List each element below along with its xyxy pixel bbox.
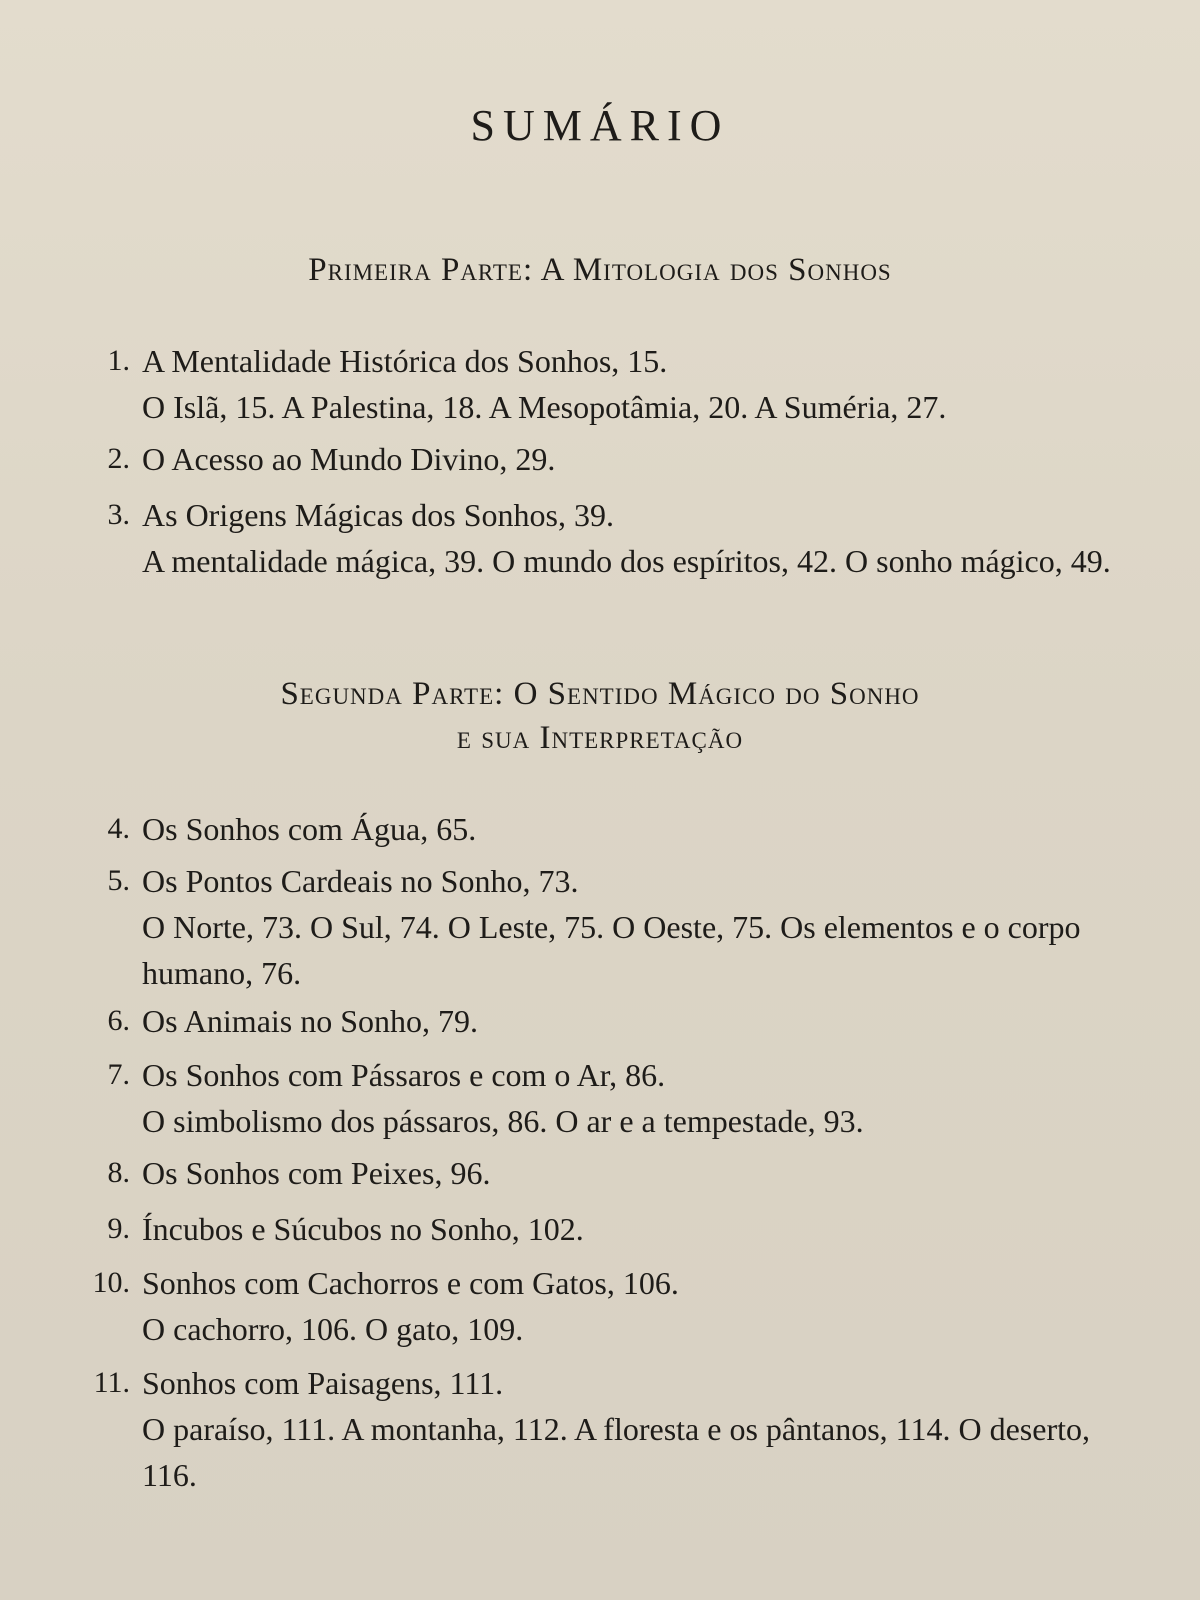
entry-number: 8. [107,1156,130,1189]
entry-heading: O Acesso ao Mundo Divino, 29. [142,441,556,477]
entry-number: 7. [107,1058,130,1091]
entry-number: 5. [107,864,130,897]
entry-heading: Os Sonhos com Pássaros e com o Ar, 86. [142,1057,666,1093]
entry-body [142,436,1152,482]
entry-body [142,1260,1152,1352]
entry-heading: Íncubos e Súcubos no Sonho, 102. [142,1211,584,1247]
entry-subtopics: O simbolismo dos pássaros, 86. O ar e a tempestade, 93. [142,1103,864,1139]
entry-subtopics: O Norte, 73. O Sul, 74. O Leste, 75. O Oeste, 75. Os elementos e o corpo humano, 76. [142,909,1081,991]
entry-body [142,806,1152,852]
page-title: SUMÁRIO [470,101,730,150]
entry-heading: Os Animais no Sonho, 79. [142,1003,479,1039]
entry-heading: A Mentalidade Histórica dos Sonhos, 15. [142,343,668,379]
entry-heading: Os Sonhos com Peixes, 96. [142,1155,491,1191]
entry-heading: Os Sonhos com Água, 65. [142,811,477,847]
entry-number: 4. [107,812,130,845]
entry-body [142,1150,1152,1196]
entry-number: 11. [93,1366,130,1399]
entry-heading: Sonhos com Cachorros e com Gatos, 106. [142,1265,679,1301]
entry-subtopics: O paraíso, 111. A montanha, 112. A floresta e os pântanos, 114. O deserto, 116. [142,1411,1090,1493]
entry-heading: As Origens Mágicas dos Sonhos, 39. [142,497,614,533]
entry-number: 6. [107,1004,130,1037]
entry-body [142,1206,1152,1252]
entry-heading: Sonhos com Paisagens, 111. [142,1365,504,1401]
entry-number: 10. [92,1266,130,1299]
entry-body [142,338,1152,430]
part-heading-line: Primeira Parte: A Mitologia dos Sonhos [308,252,892,288]
entry-number: 3. [107,498,130,531]
entry-body [142,858,1152,996]
entry-body [142,1052,1152,1144]
entry-number: 1. [107,344,130,377]
entry-subtopics: O cachorro, 106. O gato, 109. [142,1311,524,1347]
entry-body [142,492,1152,584]
entry-subtopics: O Islã, 15. A Palestina, 18. A Mesopotâmia, 20. A Suméria, 27. [142,389,947,425]
part-heading-line: e sua Interpretação [456,720,744,756]
entry-heading: Os Pontos Cardeais no Sonho, 73. [142,863,579,899]
part-heading-first [0,248,1200,292]
entry-subtopics: A mentalidade mágica, 39. O mundo dos espíritos, 42. O sonho mágico, 49. [142,543,1111,579]
entry-number: 9. [107,1212,130,1245]
part-heading-second [0,672,1200,760]
entry-number: 2. [107,442,130,475]
entry-body [142,998,1152,1044]
part-heading-line: Segunda Parte: O Sentido Mágico do Sonho [280,676,920,712]
entry-body [142,1360,1152,1498]
